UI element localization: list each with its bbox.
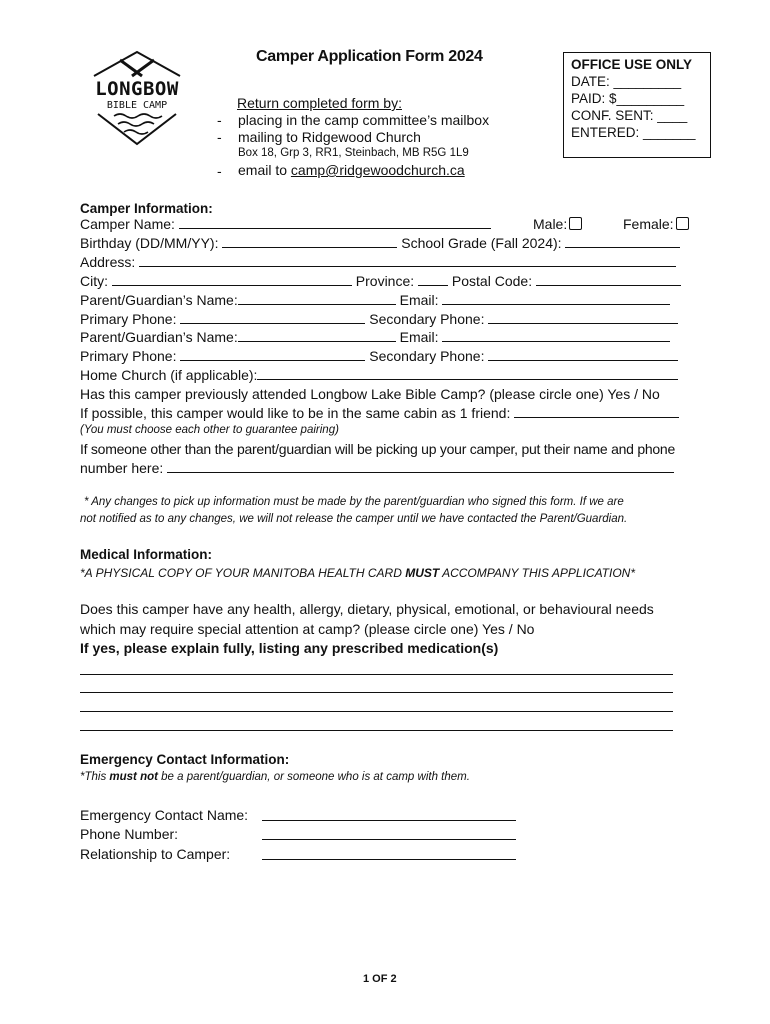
address-label: Address: (80, 254, 136, 270)
form-title: Camper Application Form 2024 (256, 48, 483, 65)
secondary-phone-1-field[interactable] (488, 311, 678, 324)
home-church-field[interactable] (257, 367, 678, 380)
return-bullet-2: - (217, 129, 222, 145)
pickup-notice-1: * Any changes to pick up information must be made by the parent/guardian who signed this form. If we are (84, 496, 624, 508)
page-number: 1 OF 2 (363, 973, 397, 985)
pickup-line-1: If someone other than the parent/guardian will be picking up your camper, put their name and phone (80, 441, 676, 457)
province-label: Province: (355, 273, 415, 289)
camp-logo (82, 48, 192, 150)
guardian-2-field[interactable] (238, 329, 396, 342)
male-checkbox[interactable] (569, 217, 582, 230)
city-row (80, 273, 681, 289)
cabin-friend-field[interactable] (514, 405, 679, 418)
guardian-1-field[interactable] (238, 292, 396, 305)
medical-line-4[interactable] (80, 730, 673, 731)
previous-attendance: Has this camper previously attended Longbow Lake Bible Camp? (please circle one) Yes / No (80, 386, 660, 402)
emergency-phone-label: Phone Number: (80, 826, 179, 842)
pickup-field[interactable] (167, 460, 674, 473)
secondary-phone-2-label: Secondary Phone: (369, 348, 485, 364)
address-row (80, 254, 676, 270)
secondary-phone-1-label: Secondary Phone: (369, 311, 485, 327)
school-grade-field[interactable] (565, 235, 680, 248)
camper-heading: Camper Information: (80, 201, 213, 216)
school-grade-label: School Grade (Fall 2024): (401, 235, 562, 251)
female-checkbox[interactable] (676, 217, 689, 230)
emergency-note-must: must not (109, 771, 158, 783)
phone-2-row (80, 348, 678, 364)
office-entered: ENTERED: _______ (571, 125, 696, 140)
province-field[interactable] (418, 273, 448, 286)
emergency-note-pre: *This (80, 771, 110, 783)
primary-phone-2-field[interactable] (180, 348, 365, 361)
city-field[interactable] (112, 273, 352, 286)
emergency-note-post: be a parent/guardian, or someone who is at camp with them. (157, 771, 470, 783)
return-option-mailbox: placing in the camp committee’s mailbox (238, 112, 490, 128)
primary-phone-1-label: Primary Phone: (80, 311, 177, 327)
office-use-box (563, 52, 711, 158)
birthday-row (80, 235, 680, 251)
logo-wordmark: LONGBOW (95, 78, 179, 100)
email-label: email to (238, 162, 288, 178)
mailing-address: Box 18, Grp 3, RR1, Steinbach, MB R5G 1L9 (238, 147, 469, 159)
health-card-post: ACCOMPANY THIS APPLICATION* (439, 566, 636, 580)
camper-name-label: Camper Name: (80, 216, 175, 232)
guardian-2-label: Parent/Guardian’s Name: (80, 329, 238, 345)
female-option[interactable] (623, 216, 689, 232)
guardian-2-row (80, 329, 670, 345)
postal-field[interactable] (536, 273, 681, 286)
guardian-1-label: Parent/Guardian’s Name: (80, 292, 238, 308)
guardian-2-email-label: Email: (399, 329, 439, 345)
home-church-label: Home Church (if applicable): (80, 367, 258, 383)
office-title: OFFICE USE ONLY (571, 57, 693, 72)
cabin-row (80, 405, 679, 421)
pickup-label: number here: (80, 460, 164, 476)
pickup-notice-2: not notified as to any changes, we will not release the camper until we have contacted the Parent/Guardian. (80, 513, 628, 525)
guardian-1-email-field[interactable] (442, 292, 670, 305)
medical-line-3[interactable] (80, 711, 673, 712)
office-date: DATE: _________ (571, 74, 682, 89)
emergency-name-label: Emergency Contact Name: (80, 807, 249, 823)
medical-line-2[interactable] (80, 692, 673, 693)
return-bullet-1: - (217, 112, 222, 128)
emergency-heading: Emergency Contact Information: (80, 752, 290, 767)
return-heading: Return completed form by: (237, 95, 402, 111)
guardian-1-email-label: Email: (399, 292, 439, 308)
postal-label: Postal Code: (451, 273, 533, 289)
medical-question-2: which may require special attention at camp? (please circle one) Yes / No (80, 621, 535, 637)
emergency-note (80, 771, 470, 783)
medical-heading: Medical Information: (80, 547, 213, 562)
emergency-name-field[interactable] (262, 805, 516, 821)
camper-name-field[interactable] (179, 216, 491, 229)
phone-1-row (80, 311, 678, 327)
birthday-label: Birthday (DD/MM/YY): (80, 235, 219, 251)
male-option[interactable] (533, 216, 582, 232)
male-label: Male: (533, 216, 568, 232)
address-field[interactable] (139, 254, 676, 267)
home-church-row (80, 367, 678, 383)
emergency-relationship-label: Relationship to Camper: (80, 846, 231, 862)
primary-phone-1-field[interactable] (180, 311, 365, 324)
return-bullet-3: - (217, 163, 222, 179)
cabin-note: (You must choose each other to guarantee pairing) (80, 424, 339, 436)
pickup-row (80, 460, 674, 476)
health-card-must: MUST (405, 566, 440, 580)
medical-question-1: Does this camper have any health, allergy, dietary, physical, emotional, or behavioural needs (80, 601, 654, 617)
emergency-phone-field[interactable] (262, 824, 516, 840)
female-label: Female: (623, 216, 674, 232)
medical-explain: If yes, please explain fully, listing any prescribed medication(s) (80, 640, 499, 656)
cabin-label: If possible, this camper would like to be in the same cabin as 1 friend: (80, 405, 511, 421)
medical-line-1[interactable] (80, 674, 673, 675)
guardian-2-email-field[interactable] (442, 329, 670, 342)
birthday-field[interactable] (222, 235, 397, 248)
email-link[interactable]: camp@ridgewoodchurch.ca (290, 162, 465, 178)
camper-name-row (80, 216, 491, 232)
secondary-phone-2-field[interactable] (488, 348, 678, 361)
return-option-email (238, 162, 465, 178)
city-label: City: (80, 273, 108, 289)
office-conf-sent: CONF. SENT: ____ (571, 108, 688, 123)
emergency-relationship-field[interactable] (262, 844, 516, 860)
logo-subtitle: BIBLE CAMP (106, 100, 168, 111)
health-card-notice (80, 566, 635, 580)
primary-phone-2-label: Primary Phone: (80, 348, 177, 364)
return-option-mail: mailing to Ridgewood Church (238, 129, 421, 145)
health-card-pre: *A PHYSICAL COPY OF YOUR MANITOBA HEALTH CARD (80, 566, 406, 580)
office-paid: PAID: $_________ (571, 91, 685, 106)
guardian-1-row (80, 292, 670, 308)
